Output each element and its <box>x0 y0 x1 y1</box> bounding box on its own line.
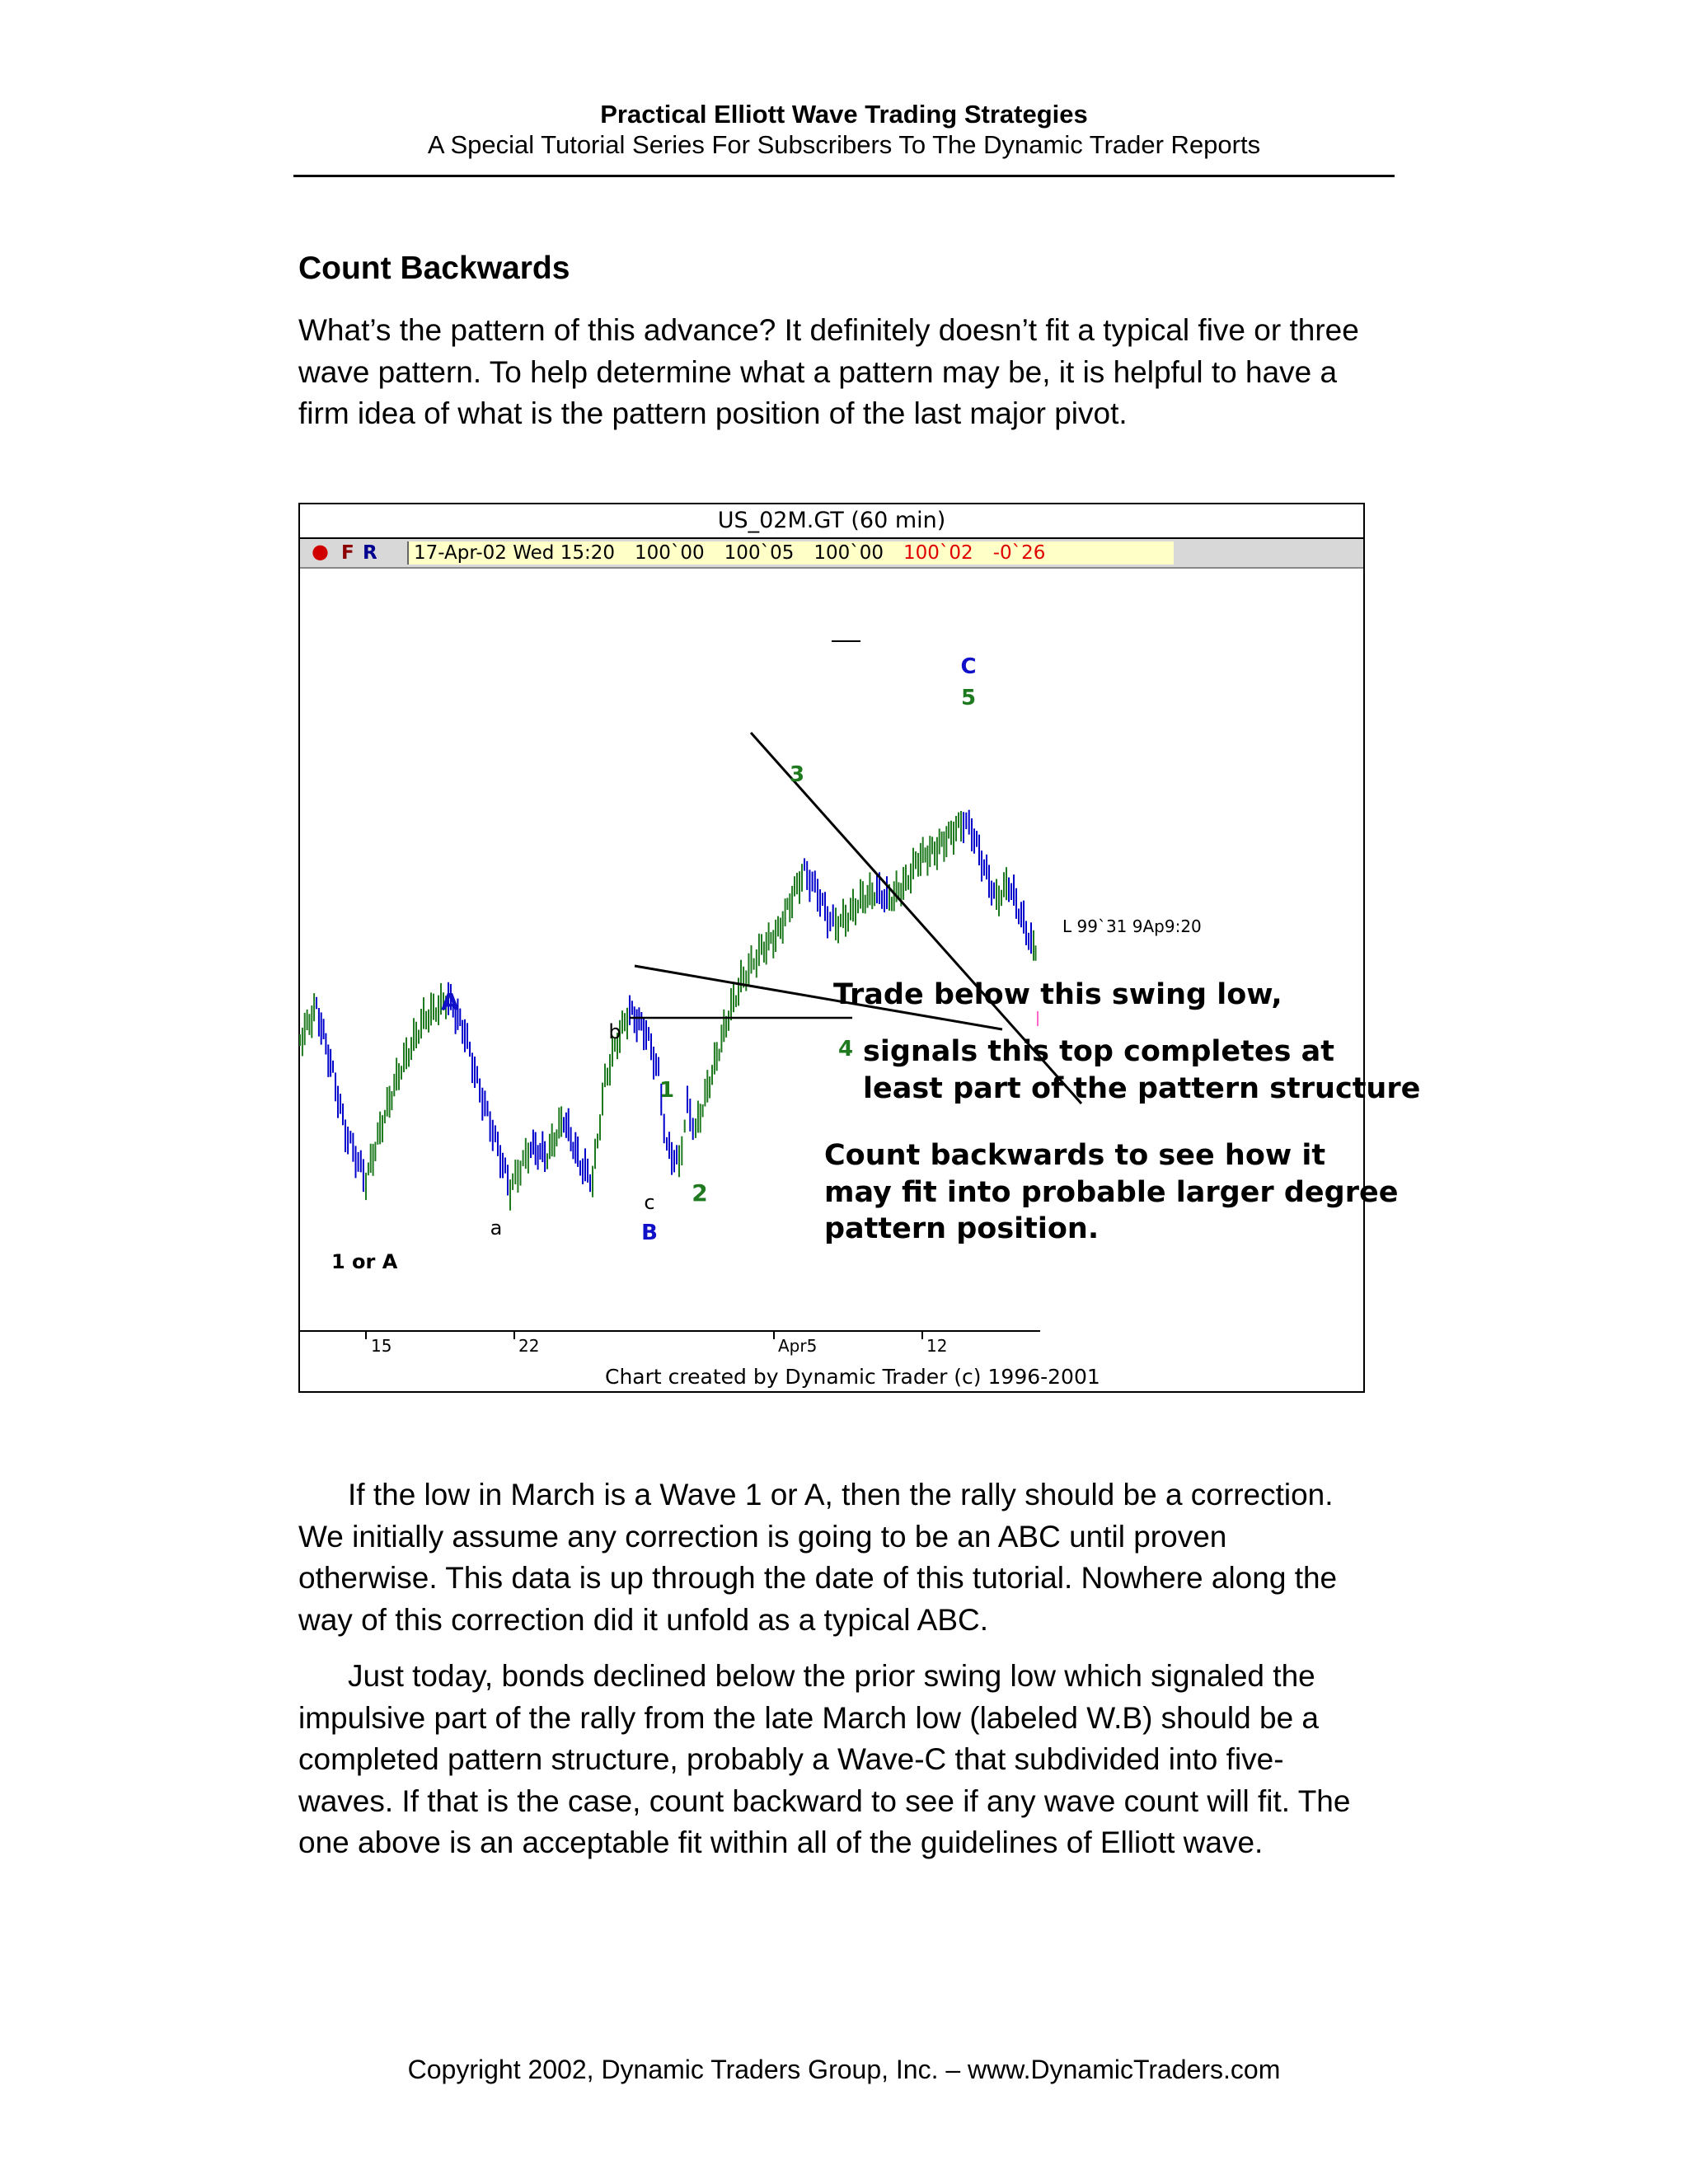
quote-readout <box>407 541 1174 565</box>
wave-label-C: C <box>960 654 977 679</box>
wave-label-1-or-A: 1 or A <box>331 1250 398 1273</box>
x-tick-apr5: Apr5 <box>778 1336 818 1356</box>
annotation-line-4: Count backwards to see how it <box>824 1139 1326 1172</box>
toolbar-f-button[interactable]: F <box>341 542 354 564</box>
intro-paragraph: What’s the pattern of this advance? It definitely doesn’t fit a typical five or three wave pattern. To help determine what a pattern may be, it is helpful to have a firm idea of what is the pattern position of the last major pivot. <box>298 313 1359 430</box>
wave-label-3: 3 <box>789 762 805 787</box>
annotation-line-5: may fit into probable larger degree <box>824 1176 1399 1209</box>
quote-high: 100`05 <box>724 542 795 564</box>
x-tick-12: 12 <box>926 1336 948 1356</box>
wave-label-a: a <box>490 1216 503 1240</box>
wave-label-c: c <box>644 1191 655 1214</box>
header-divider <box>293 175 1395 177</box>
body-paragraph-1: If the low in March is a Wave 1 or A, then the rally should be a correction. We initially assume any correction is going to be an ABC until proven otherwise. This data is up through the date of this tutorial. Nowhere along the way of this correction did it unfold as a typical ABC. <box>298 1478 1338 1637</box>
body-paragraph-2: Just today, bonds declined below the prior swing low which signaled the impulsive part of the rally from the late March low (labeled W.B) should be a completed pattern structure, probably a Wave-C that subdivided into five-waves. If that is the case, count backward to see if any wave count will fit. The one above is an acceptable fit within all of the guidelines of Elliott wave. <box>298 1659 1351 1859</box>
wave-label-5: 5 <box>960 686 977 710</box>
quote-close: 100`02 <box>903 542 973 564</box>
x-tick-22: 22 <box>518 1336 540 1356</box>
toolbar-r-button[interactable]: R <box>363 542 377 564</box>
wave-label-A: A <box>441 988 459 1015</box>
record-dot-icon: ● <box>312 540 329 563</box>
page-footer: Copyright 2002, Dynamic Traders Group, Inc. – www.DynamicTraders.com <box>407 2055 1281 2084</box>
price-plot <box>300 569 1421 1393</box>
x-tick-15: 15 <box>371 1336 392 1356</box>
annotation-line-6: pattern position. <box>824 1212 1100 1245</box>
quote-date: 17-Apr-02 Wed 15:20 <box>414 542 615 564</box>
wave-label-b: b <box>608 1020 621 1043</box>
quote-change: -0`26 <box>992 542 1046 564</box>
quote-open: 100`00 <box>635 542 705 564</box>
wave-label-2: 2 <box>692 1179 708 1207</box>
x-axis-ticks <box>366 1331 922 1339</box>
wave-label-1: 1 <box>659 1078 675 1103</box>
wave-label-B: B <box>641 1221 658 1245</box>
wave-label-4: 4 <box>837 1037 854 1062</box>
annotation-line-2: signals this top completes at <box>863 1035 1334 1068</box>
chart-toolbar <box>300 539 1363 569</box>
annotation-line-3: least part of the pattern structure <box>863 1072 1421 1105</box>
chart-credit: Chart created by Dynamic Trader (c) 1996-2001 <box>605 1365 1100 1389</box>
annotation-line-1: Trade below this swing low, <box>833 978 1282 1011</box>
chart-title: US_02M.GT (60 min) <box>300 504 1363 539</box>
quote-low: 100`00 <box>814 542 884 564</box>
swing-low-label: L 99`31 9Ap9:20 <box>1062 916 1202 936</box>
document-title: Practical Elliott Wave Trading Strategies <box>600 100 1088 129</box>
section-heading: Count Backwards <box>298 251 570 286</box>
elliott-wave-chart <box>298 503 1421 1393</box>
document-subtitle: A Special Tutorial Series For Subscribers To The Dynamic Trader Reports <box>427 130 1261 159</box>
